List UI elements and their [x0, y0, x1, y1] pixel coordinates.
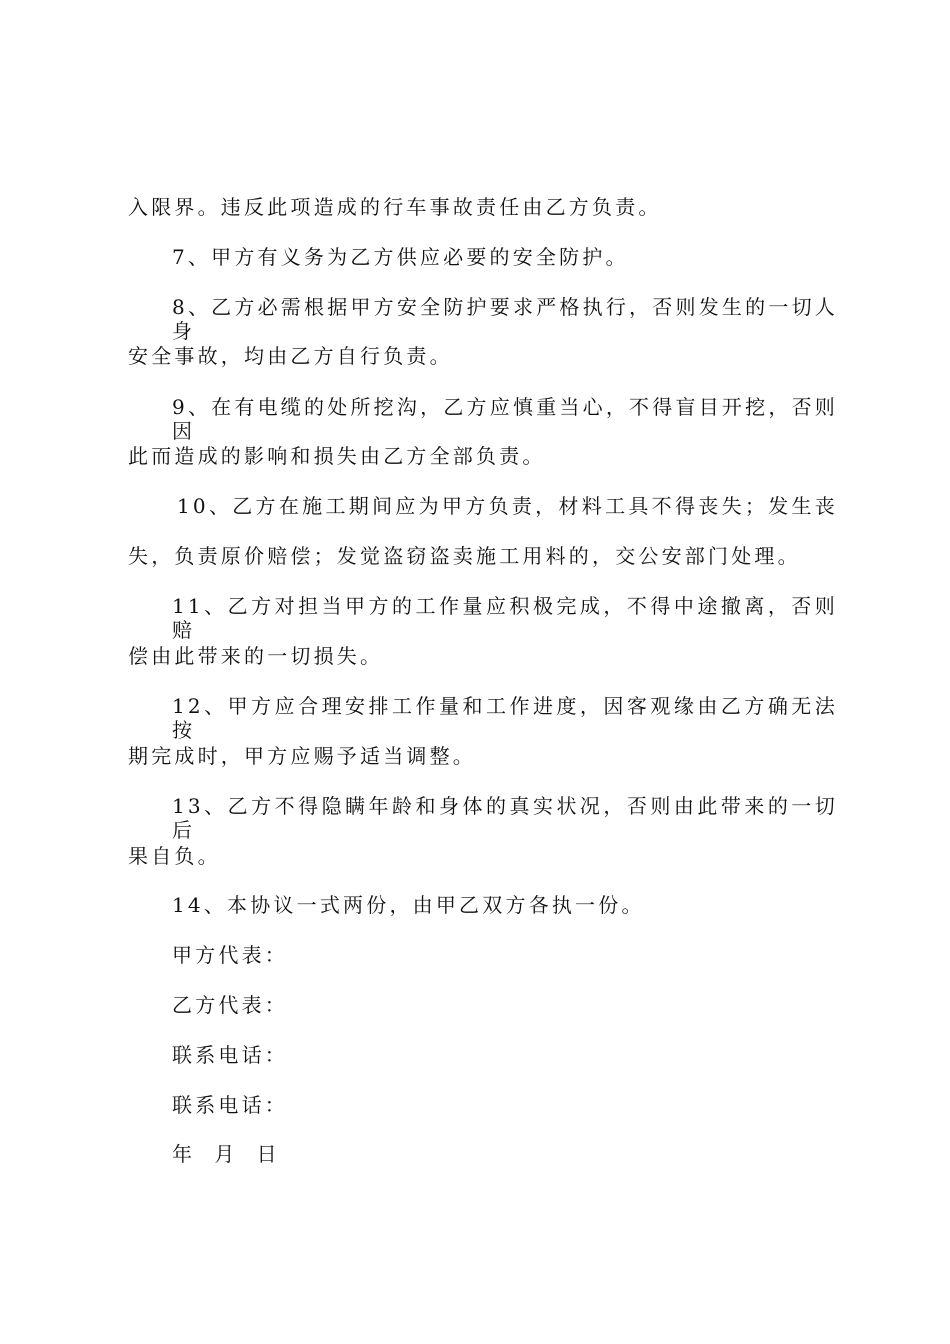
- clause-7-line-1: 7、甲方有义务为乙方供应必要的安全防护。: [172, 245, 629, 269]
- clause-11-line-2: 偿由此带来的一切损失。: [128, 644, 384, 668]
- clause-9-line-1: 9、在有电缆的处所挖沟，乙方应慎重当心，不得盲目开挖，否则因: [172, 395, 838, 443]
- contact-phone-2: 联系电话：: [172, 1093, 288, 1117]
- contact-phone-1: 联系电话：: [172, 1043, 288, 1067]
- clause-12-line-1: 12、甲方应合理安排工作量和工作进度，因客观缘由乙方确无法按: [172, 694, 838, 742]
- signing-date: 年 月 日: [172, 1142, 280, 1166]
- clause-10-line-2: 失，负责原价赔偿；发觉盗窃盗卖施工用料的，交公安部门处理。: [128, 544, 801, 568]
- clause-9-line-2: 此而造成的影响和损失由乙方全部负责。: [128, 444, 546, 468]
- text-line-1: 入限界。违反此项造成的行车事故责任由乙方负责。: [128, 195, 662, 219]
- clause-13-line-1: 13、乙方不得隐瞒年龄和身体的真实状况，否则由此带来的一切后: [172, 794, 838, 842]
- clause-11-line-1: 11、乙方对担当甲方的工作量应积极完成，不得中途撤离，否则赔: [172, 594, 838, 642]
- clause-8-line-1: 8、乙方必需根据甲方安全防护要求严格执行，否则发生的一切人身: [172, 295, 838, 343]
- clause-14-line-1: 14、本协议一式两份，由甲乙双方各执一份。: [172, 893, 645, 917]
- clause-10-line-1: 10、乙方在施工期间应为甲方负责，材料工具不得丧失；发生丧: [177, 494, 838, 518]
- party-a-representative: 甲方代表：: [172, 943, 288, 967]
- clause-13-line-2: 果自负。: [128, 844, 221, 868]
- clause-8-line-2: 安全事故，均由乙方自行负责。: [128, 344, 453, 368]
- party-b-representative: 乙方代表：: [172, 993, 288, 1017]
- clause-12-line-2: 期完成时，甲方应赐予适当调整。: [128, 744, 476, 768]
